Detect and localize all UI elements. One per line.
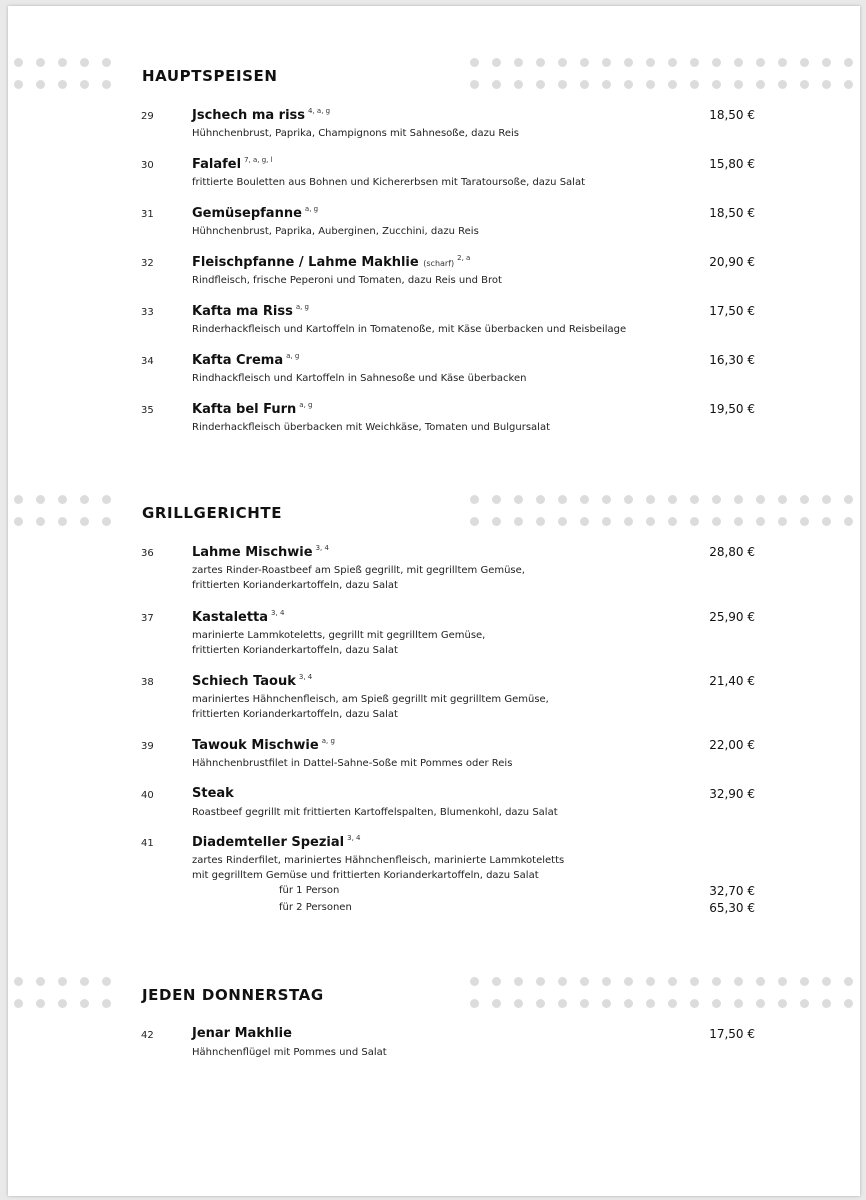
item-number: 33 [141,307,154,318]
item-name [192,834,360,850]
decorative-dot [822,495,831,504]
decorative-dot [602,80,611,89]
decorative-dot [536,999,545,1008]
decorative-dot [624,517,633,526]
portion-option-label: für 1 Person [279,885,340,896]
description-line: frittierte Bouletten aus Bohnen und Kichererbsen mit Taratoursoße, dazu Salat [192,177,585,188]
decorative-dot [470,999,479,1008]
decorative-dot [602,999,611,1008]
description-line: Hühnchenbrust, Paprika, Champignons mit Sahnesoße, dazu Reis [192,128,519,139]
decorative-dot [558,58,567,67]
item-description [192,175,585,190]
description-line: frittierten Korianderkartoffeln, dazu Salat [192,709,398,720]
decorative-dot [690,58,699,67]
decorative-dot [80,977,89,986]
decorative-dot [602,495,611,504]
item-name-text: Kastaletta [192,610,269,625]
item-name-text: Falafel [192,157,242,172]
decorative-dot [690,80,699,89]
item-name-text: Jenar Makhlie [192,1026,292,1041]
decorative-dot [712,977,721,986]
item-name [192,673,312,689]
decorative-dot [624,58,633,67]
decorative-dot [624,80,633,89]
item-number: 36 [141,548,154,559]
decorative-dot [800,80,809,89]
decorative-dot [558,495,567,504]
decorative-dot [514,999,523,1008]
decorative-dot [36,58,45,67]
decorative-dot [800,977,809,986]
decorative-dot [844,977,853,986]
decorative-dot [102,495,111,504]
decorative-dot [58,999,67,1008]
decorative-dot [756,58,765,67]
decorative-dot [800,58,809,67]
decorative-dot [580,977,589,986]
description-line: frittierten Korianderkartoffeln, dazu Salat [192,580,398,591]
item-number: 41 [141,838,154,849]
decorative-dot [734,58,743,67]
decorative-dot [712,495,721,504]
decorative-dot [102,999,111,1008]
decorative-dot [470,977,479,986]
item-description [192,224,479,239]
item-number: 34 [141,356,154,367]
decorative-dot [844,495,853,504]
decorative-dot [822,80,831,89]
decorative-dot [102,517,111,526]
decorative-dot [14,58,23,67]
item-name-text: Kafta bel Furn [192,402,297,417]
allergen-codes: a, g [286,352,300,360]
item-name [192,303,309,319]
item-number: 35 [141,405,154,416]
decorative-dot [14,80,23,89]
item-number: 32 [141,258,154,269]
item-price: 21,40 € [709,674,755,688]
item-description [192,692,549,722]
decorative-dot [492,80,501,89]
item-description [192,371,526,386]
decorative-dot [646,495,655,504]
item-name-text: Diademteller Spezial [192,835,345,850]
decorative-dot [778,999,787,1008]
item-price: 15,80 € [709,157,755,171]
decorative-dot [36,80,45,89]
decorative-dot [492,58,501,67]
description-line: Hühnchenbrust, Paprika, Auberginen, Zucchini, dazu Reis [192,226,479,237]
item-price: 18,50 € [709,108,755,122]
allergen-codes: 3, 4 [298,673,313,681]
allergen-codes: a, g [304,205,319,213]
decorative-dot [624,977,633,986]
decorative-dot [602,58,611,67]
decorative-dot [778,977,787,986]
description-line: Rindhackfleisch und Kartoffeln in Sahnesoße und Käse überbacken [192,373,527,384]
decorative-dot [80,999,89,1008]
item-description [192,628,485,658]
allergen-codes: a, g [321,737,335,745]
decorative-dot [36,495,45,504]
decorative-dot [536,80,545,89]
decorative-dot [470,58,479,67]
item-description [192,273,502,288]
decorative-dot [492,495,501,504]
decorative-dot [102,977,111,986]
decorative-dot [800,495,809,504]
decorative-dot [734,495,743,504]
decorative-dot [712,80,721,89]
decorative-dot [58,517,67,526]
item-note: (scharf) [423,259,455,268]
decorative-dot [14,517,23,526]
item-name [192,1026,292,1041]
allergen-codes: 3, 4 [271,609,285,617]
item-name [192,352,299,368]
item-name [192,609,284,625]
allergen-codes: 7, a, g, l [244,156,273,164]
decorative-dot [646,58,655,67]
item-name-text: Gemüsepfanne [192,206,302,221]
decorative-dot [844,517,853,526]
item-number: 42 [141,1030,154,1041]
item-name-text: Lahme Mischwie [192,545,313,560]
decorative-dot [668,977,677,986]
menu-page [8,6,860,1196]
item-name [192,254,470,270]
item-number: 31 [141,209,154,220]
item-description [192,1045,387,1060]
item-description [192,853,564,883]
decorative-dot [536,977,545,986]
decorative-dot [646,977,655,986]
allergen-codes: 2, a [457,254,471,262]
decorative-dot [492,999,501,1008]
item-price: 28,80 € [709,545,755,559]
decorative-dot [646,517,655,526]
decorative-dot [36,999,45,1008]
item-price: 19,50 € [709,402,755,416]
decorative-dot [734,999,743,1008]
portion-option-price: 32,70 € [709,884,755,898]
item-number: 29 [141,111,154,122]
decorative-dot [14,495,23,504]
item-description [192,322,626,337]
decorative-dot [822,58,831,67]
decorative-dot [822,999,831,1008]
decorative-dot [558,999,567,1008]
decorative-dot [712,517,721,526]
decorative-dot [734,977,743,986]
item-name-text: Schiech Taouk [192,674,296,689]
decorative-dot [580,80,589,89]
description-line: Rindfleisch, frische Peperoni und Tomaten, dazu Reis und Brot [192,275,502,286]
decorative-dot [756,517,765,526]
decorative-dot [514,495,523,504]
description-line: mariniertes Hähnchenfleisch, am Spieß gegrillt mit gegrilltem Gemüse, [192,694,549,705]
decorative-dot [80,58,89,67]
decorative-dot [668,495,677,504]
description-line: zartes Rinderfilet, mariniertes Hähnchenfleisch, marinierte Lammkoteletts [192,855,565,866]
decorative-dot [580,999,589,1008]
decorative-dot [602,977,611,986]
allergen-codes: a, g [299,401,313,409]
decorative-dot [14,999,23,1008]
description-line: mit gegrilltem Gemüse und frittierten Korianderkartoffeln, dazu Salat [192,870,539,881]
decorative-dot [580,517,589,526]
item-name-text: Kafta ma Riss [192,304,293,319]
item-description [192,126,519,141]
decorative-dot [690,517,699,526]
decorative-dot [470,517,479,526]
decorative-dot [778,517,787,526]
decorative-dot [734,517,743,526]
decorative-dot [580,495,589,504]
item-price: 22,00 € [709,738,755,752]
description-line: marinierte Lammkoteletts, gegrillt mit gegrilltem Gemüse, [192,630,486,641]
decorative-dot [690,999,699,1008]
decorative-dot [514,517,523,526]
decorative-dot [668,80,677,89]
decorative-dot [514,977,523,986]
item-name-text: Tawouk Mischwie [192,738,319,753]
description-line: Rinderhackfleisch überbacken mit Weichkäse, Tomaten und Bulgursalat [192,422,551,433]
item-name [192,107,330,123]
item-number: 37 [141,613,154,624]
item-name-text: Fleischpfanne / Lahme Makhlie [192,255,419,270]
description-line: Rinderhackfleisch und Kartoffeln in Tomatenoße, mit Käse überbacken und Reisbeilage [192,324,627,335]
decorative-dot [580,58,589,67]
decorative-dot [558,80,567,89]
decorative-dot [668,58,677,67]
portion-option-label: für 2 Personen [279,902,352,913]
allergen-codes: 3, 4 [347,834,361,842]
decorative-dot [778,80,787,89]
item-name [192,737,335,753]
decorative-dot [800,517,809,526]
item-number: 38 [141,677,154,688]
item-name [192,156,273,172]
decorative-dot [514,58,523,67]
section-title: GRILLGERICHTE [142,504,283,522]
decorative-dot [756,977,765,986]
decorative-dot [844,58,853,67]
decorative-dot [712,58,721,67]
decorative-dot [778,58,787,67]
decorative-dot [492,977,501,986]
decorative-dot [668,517,677,526]
decorative-dot [492,517,501,526]
item-description [192,756,512,771]
decorative-dot [668,999,677,1008]
decorative-dot [58,977,67,986]
decorative-dot [80,495,89,504]
allergen-codes: 3, 4 [315,544,329,552]
item-name [192,544,329,560]
decorative-dot [558,517,567,526]
description-line: Hähnchenflügel mit Pommes und Salat [192,1047,387,1058]
decorative-dot [80,80,89,89]
section-title: HAUPTSPEISEN [142,67,278,85]
item-description [192,805,558,820]
item-price: 17,50 € [709,1027,755,1041]
decorative-dot [844,999,853,1008]
decorative-dot [646,999,655,1008]
decorative-dot [102,58,111,67]
decorative-dot [80,517,89,526]
item-name-text: Kafta Crema [192,353,284,368]
decorative-dot [756,999,765,1008]
decorative-dot [36,977,45,986]
decorative-dot [756,495,765,504]
allergen-codes: 4, a, g [308,107,331,115]
decorative-dot [514,80,523,89]
decorative-dot [778,495,787,504]
description-line: zartes Rinder-Roastbeef am Spieß gegrillt, mit gegrilltem Gemüse, [192,565,525,576]
description-line: Hähnchenbrustfilet in Dattel-Sahne-Soße mit Pommes oder Reis [192,758,513,769]
item-description [192,563,525,593]
decorative-dot [536,495,545,504]
decorative-dot [822,977,831,986]
decorative-dot [558,977,567,986]
item-price: 16,30 € [709,353,755,367]
decorative-dot [646,80,655,89]
decorative-dot [624,999,633,1008]
item-number: 40 [141,790,154,801]
decorative-dot [14,977,23,986]
decorative-dot [712,999,721,1008]
item-name [192,401,312,417]
decorative-dot [602,517,611,526]
decorative-dot [690,495,699,504]
portion-option-price: 65,30 € [709,901,755,915]
allergen-codes: a, g [295,303,309,311]
decorative-dot [734,80,743,89]
item-description [192,420,550,435]
item-name-text: Jschech ma riss [192,108,306,123]
decorative-dot [58,80,67,89]
decorative-dot [800,999,809,1008]
decorative-dot [536,517,545,526]
item-price: 32,90 € [709,787,755,801]
decorative-dot [36,517,45,526]
item-price: 18,50 € [709,206,755,220]
description-line: Roastbeef gegrillt mit frittierten Kartoffelspalten, Blumenkohl, dazu Salat [192,807,558,818]
decorative-dot [102,80,111,89]
decorative-dot [58,495,67,504]
item-number: 39 [141,741,154,752]
item-price: 17,50 € [709,304,755,318]
decorative-dot [756,80,765,89]
item-name-text: Steak [192,786,234,801]
decorative-dot [470,80,479,89]
item-price: 25,90 € [709,610,755,624]
item-number: 30 [141,160,154,171]
decorative-dot [470,495,479,504]
description-line: frittierten Korianderkartoffeln, dazu Salat [192,645,398,656]
decorative-dot [58,58,67,67]
item-name [192,205,318,221]
decorative-dot [536,58,545,67]
item-name [192,786,234,801]
decorative-dot [844,80,853,89]
decorative-dot [624,495,633,504]
section-title: JEDEN DONNERSTAG [142,986,324,1004]
decorative-dot [822,517,831,526]
decorative-dot [690,977,699,986]
item-price: 20,90 € [709,255,755,269]
